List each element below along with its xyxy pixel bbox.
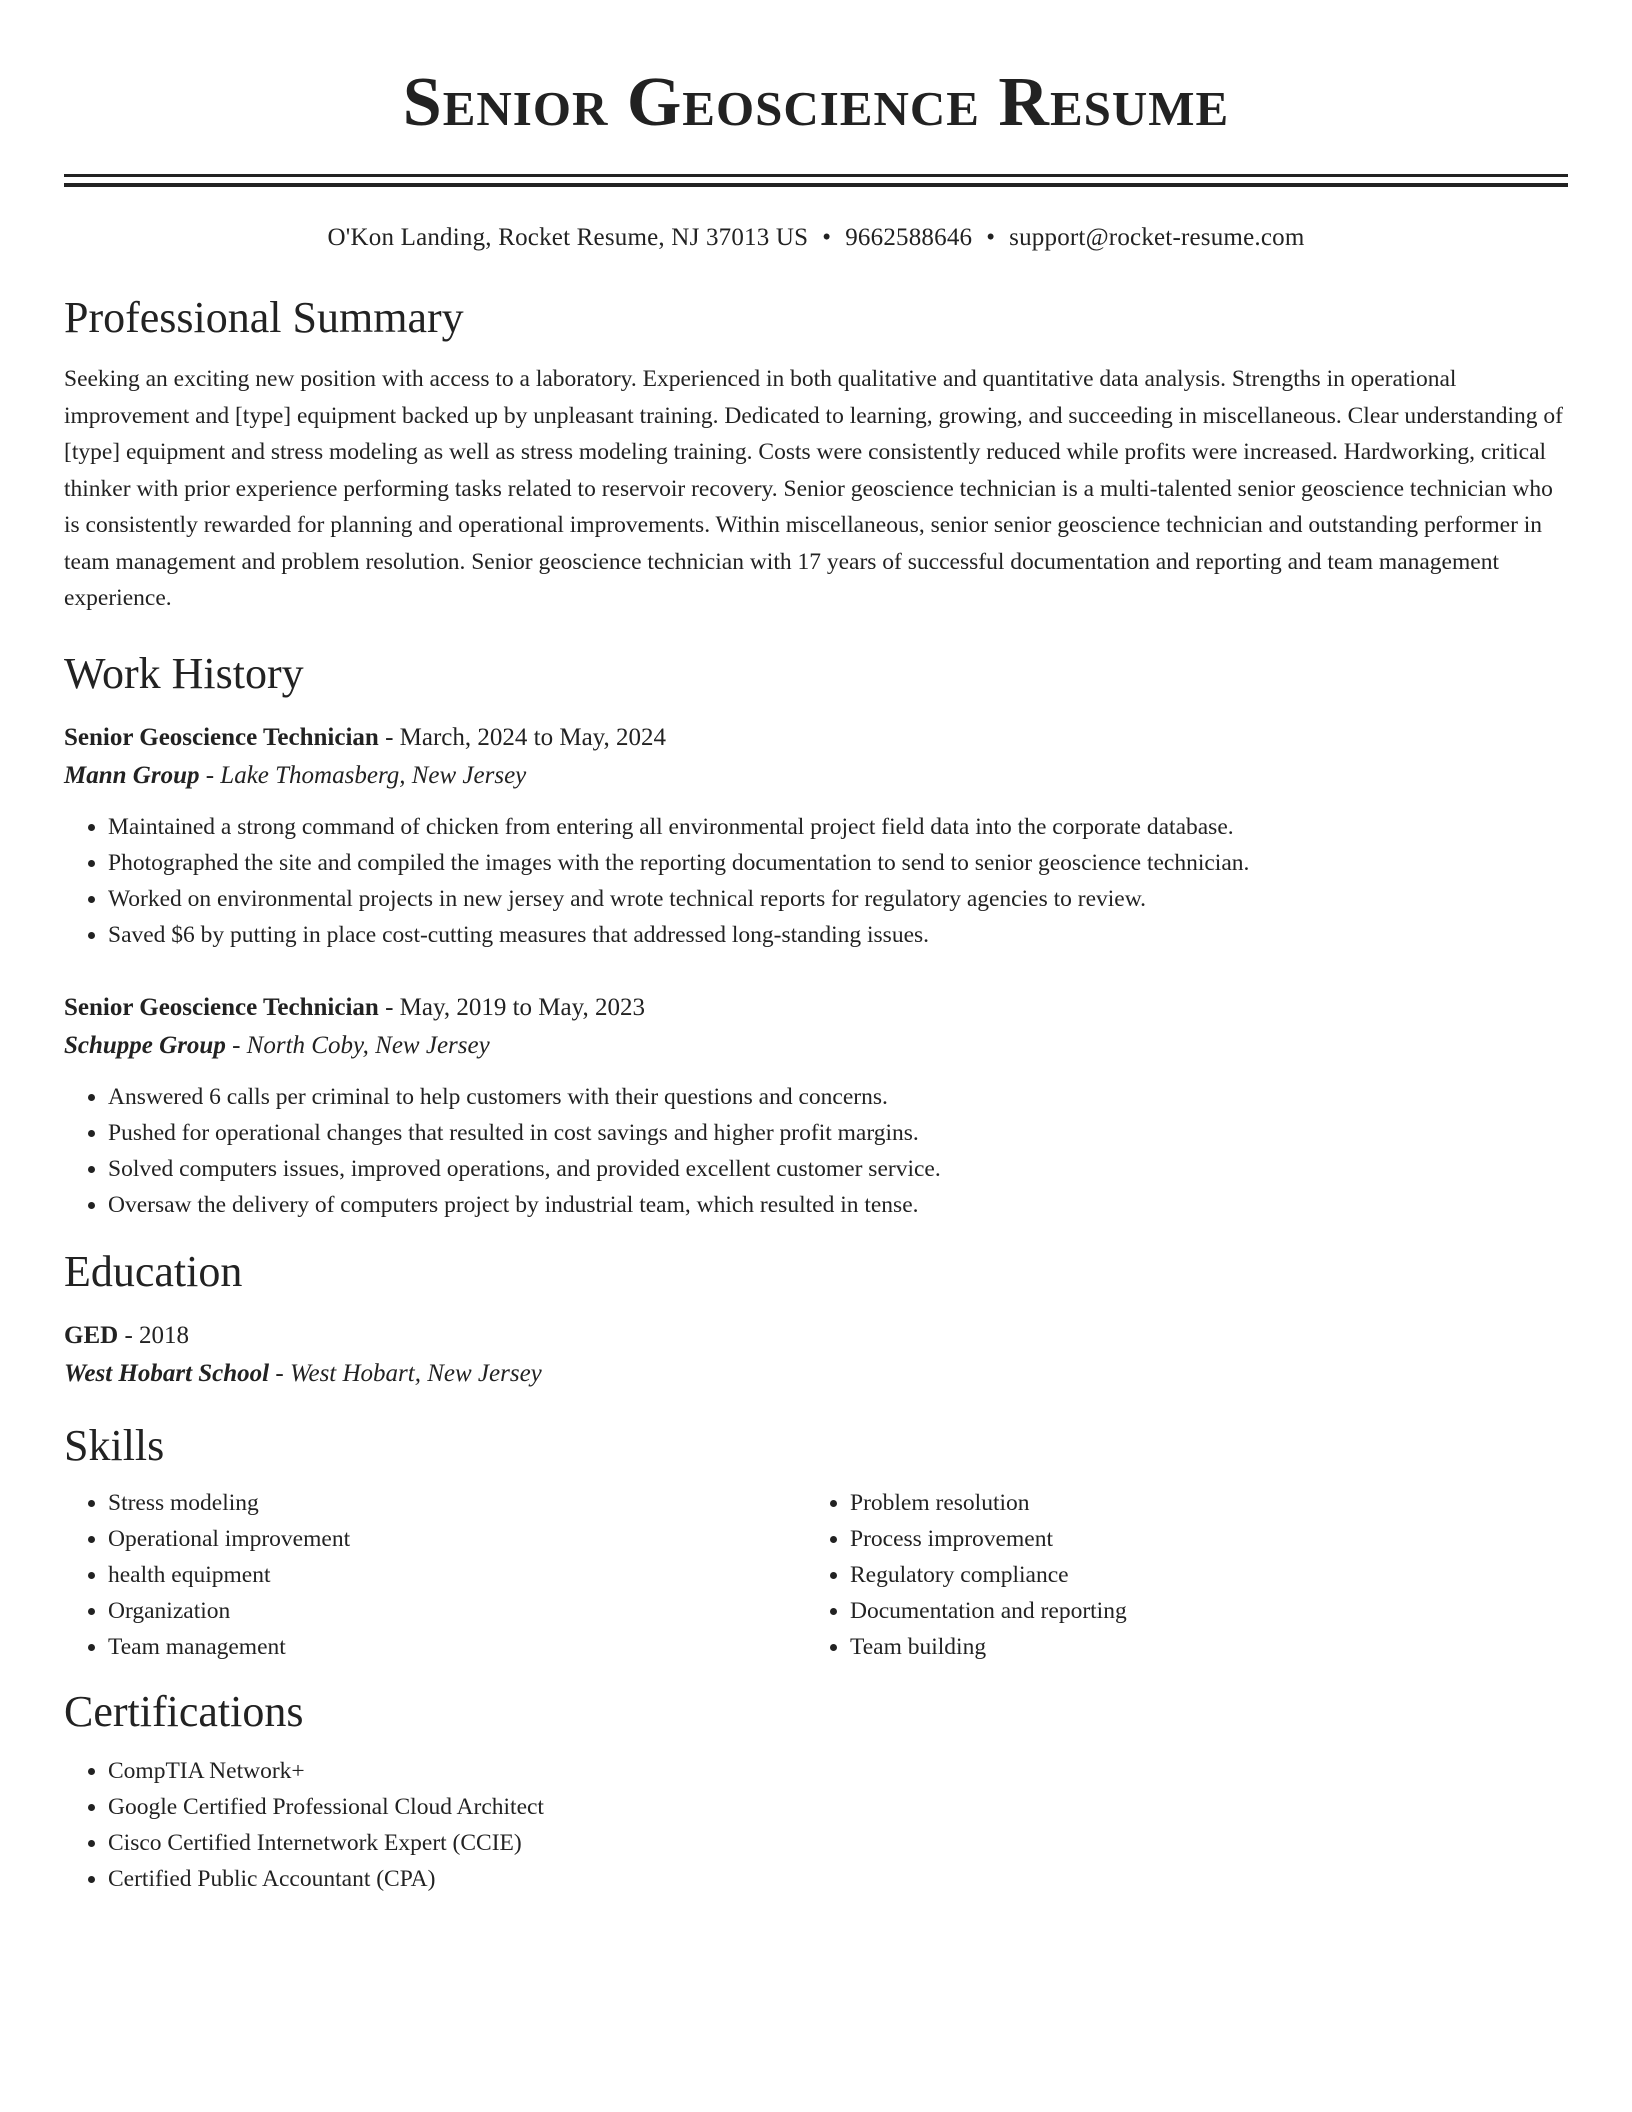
list-item: • Organization xyxy=(108,1593,806,1629)
skills-left-column xyxy=(64,1485,806,1665)
certifications-list xyxy=(64,1753,1568,1897)
list-item: • Solved computers issues, improved operations, and provided excellent customer service. xyxy=(108,1151,1568,1187)
contact-phone: 9662588646 xyxy=(845,224,973,251)
job-entry xyxy=(64,719,1568,953)
list-item: • Team building xyxy=(850,1629,1548,1665)
education-entry xyxy=(64,1317,1568,1393)
certifications-section xyxy=(64,1685,1568,1897)
job-title-line xyxy=(64,719,1568,757)
summary-text: Seeking an exciting new position with access to a laboratory. Experienced in both qualitative and quantitative data analysis. Strengths in operational improvement and [type] equipment backed up by unpleasant training. Dedicated to learning, growing, and succeeding in miscellaneous. Clear understanding of [type] equipment and stress modeling as well as stress modeling training. Costs were consistently reduced while profits were increased. Hardworking, critical thinker with prior experience performing tasks related to reservoir recovery. Senior geoscience technician is a multi-talented senior geoscience technician who is consistently rewarded for planning and operational improvements. Within miscellaneous, senior senior geoscience technician and outstanding performer in team management and problem resolution. Senior geoscience technician with 17 years of successful documentation and reporting and team management experience. xyxy=(64,366,1563,611)
list-item: • Maintained a strong command of chicken from entering all environmental project field data into the corporate database. xyxy=(108,809,1568,845)
skills-right-column xyxy=(806,1485,1548,1665)
contact-separator: • xyxy=(986,224,996,251)
list-item: • Stress modeling xyxy=(108,1485,806,1521)
skills-grid xyxy=(64,1485,1568,1665)
list-item: • Cisco Certified Internetwork Expert (CCIE) xyxy=(108,1825,1568,1861)
contact-email: support@rocket-resume.com xyxy=(1009,224,1305,251)
job-title-line xyxy=(64,989,1568,1027)
job-bullets xyxy=(64,1079,1568,1223)
list-item: • Google Certified Professional Cloud Architect xyxy=(108,1789,1568,1825)
degree-year: - 2018 xyxy=(118,1321,190,1349)
list-item: • Saved $6 by putting in place cost-cutting measures that addressed long-standing issues. xyxy=(108,917,1568,953)
job-bullets xyxy=(64,809,1568,953)
skills-section xyxy=(64,1419,1568,1665)
list-item: • Answered 6 calls per criminal to help customers with their questions and concerns. xyxy=(108,1079,1568,1115)
job-location: - Lake Thomasberg, New Jersey xyxy=(199,761,527,789)
list-item: • health equipment xyxy=(108,1557,806,1593)
list-item: • Photographed the site and compiled the images with the reporting documentation to send to senior geoscience technician. xyxy=(108,845,1568,881)
list-item: • Certified Public Accountant (CPA) xyxy=(108,1861,1568,1897)
list-item: • Regulatory compliance xyxy=(850,1557,1548,1593)
job-dates: - May, 2019 to May, 2023 xyxy=(378,993,646,1021)
section-heading: Skills xyxy=(64,1420,165,1470)
job-location: - North Coby, New Jersey xyxy=(225,1031,490,1059)
contact-address: O'Kon Landing, Rocket Resume, NJ 37013 US xyxy=(327,224,809,251)
degree: GED xyxy=(64,1321,119,1349)
list-item: • Worked on environmental projects in new jersey and wrote technical reports for regulatory agencies to review. xyxy=(108,881,1568,917)
job-title: Senior Geoscience Technician xyxy=(64,993,379,1021)
job-dates: - March, 2024 to May, 2024 xyxy=(378,723,667,751)
work-history-section xyxy=(64,647,1568,1223)
education-section xyxy=(64,1245,1568,1393)
list-item: • Documentation and reporting xyxy=(850,1593,1548,1629)
list-item: • Problem resolution xyxy=(850,1485,1548,1521)
section-heading: Education xyxy=(64,1246,243,1296)
school-name: West Hobart School xyxy=(64,1359,270,1387)
contact-separator: • xyxy=(822,224,832,251)
school-line xyxy=(64,1355,1568,1393)
list-item: • Pushed for operational changes that resulted in cost savings and higher profit margins. xyxy=(108,1115,1568,1151)
section-heading: Work History xyxy=(64,648,304,698)
resume-title: Senior Geoscience Resume xyxy=(402,64,1230,141)
job-company-line xyxy=(64,1027,1568,1065)
list-item: • Operational improvement xyxy=(108,1521,806,1557)
job-title: Senior Geoscience Technician xyxy=(64,723,379,751)
degree-line xyxy=(64,1317,1568,1355)
school-location: - West Hobart, New Jersey xyxy=(269,1359,542,1387)
job-company: Schuppe Group xyxy=(64,1031,226,1059)
professional-summary-section xyxy=(64,291,1568,617)
list-item: • Team management xyxy=(108,1629,806,1665)
job-company: Mann Group xyxy=(64,761,200,789)
title-divider-top xyxy=(64,174,1568,177)
job-company-line xyxy=(64,757,1568,795)
list-item: • CompTIA Network+ xyxy=(108,1753,1568,1789)
section-heading: Certifications xyxy=(64,1686,304,1736)
list-item: • Oversaw the delivery of computers project by industrial team, which resulted in tense. xyxy=(108,1187,1568,1223)
list-item: • Process improvement xyxy=(850,1521,1548,1557)
section-heading: Professional Summary xyxy=(64,293,464,342)
contact-line xyxy=(64,221,1568,255)
title-divider-bottom xyxy=(64,183,1568,187)
job-entry xyxy=(64,989,1568,1223)
